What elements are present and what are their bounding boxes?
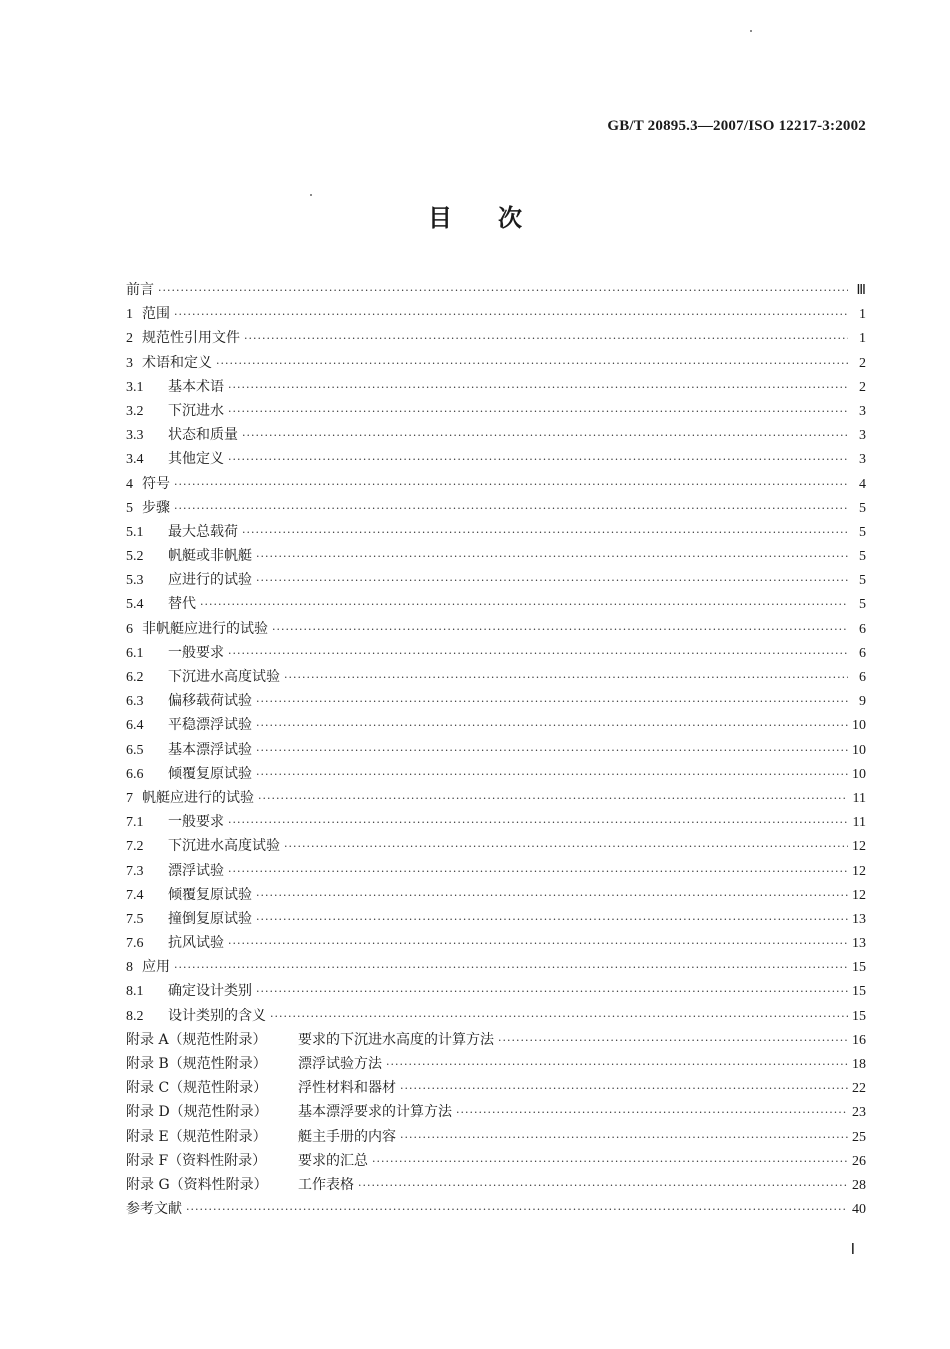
toc-row	[126, 278, 866, 302]
toc-row	[126, 568, 866, 592]
toc-entry-title: 一般要求	[168, 644, 224, 661]
toc-row	[126, 762, 866, 786]
toc-row	[126, 665, 866, 689]
toc-section-number: 6.3	[126, 694, 144, 710]
toc-entry-title: 基本漂浮试验	[168, 741, 252, 758]
dot-leader	[174, 473, 848, 497]
scan-speck	[750, 30, 752, 32]
toc-entry-title: 要求的汇总	[298, 1152, 368, 1169]
toc-page-number: 3	[859, 452, 866, 468]
toc-annex-row	[126, 1173, 866, 1197]
toc-section-number: 5.4	[126, 597, 144, 613]
dot-leader	[174, 956, 848, 980]
toc-entry-title: 应用	[142, 959, 170, 976]
toc-section-number: 5.2	[126, 549, 144, 565]
toc-section-number: 7.3	[126, 863, 144, 879]
standard-number: GB/T 20895.3—2007/ISO 12217-3:2002	[607, 118, 866, 134]
toc-page-number: 1	[859, 307, 866, 323]
toc-entry-title: 规范性引用文件	[142, 330, 240, 347]
toc-page-number: 10	[852, 766, 866, 782]
toc-section-number: 6.4	[126, 718, 144, 734]
dot-leader	[386, 1053, 848, 1077]
dot-leader	[174, 303, 848, 327]
toc-page-number: 9	[859, 694, 866, 710]
toc-section-number: 1	[126, 307, 133, 323]
toc-page-number: 28	[852, 1177, 866, 1193]
toc-entry-title: 倾覆复原试验	[168, 886, 252, 903]
toc-entry-title: 应进行的试验	[168, 572, 252, 589]
dot-leader	[186, 1198, 848, 1222]
toc-row	[126, 883, 866, 907]
toc-row	[126, 326, 866, 350]
toc-row	[126, 738, 866, 762]
toc-page-number: 5	[859, 597, 866, 613]
toc-section-number: 6.1	[126, 645, 144, 661]
dot-leader	[256, 569, 848, 593]
dot-leader	[242, 424, 848, 448]
toc-entry-title: 偏移载荷试验	[168, 693, 252, 710]
toc-entry-title: 要求的下沉进水高度的计算方法	[298, 1031, 494, 1048]
dot-leader	[158, 279, 848, 303]
toc-section-number: 8.2	[126, 1008, 144, 1024]
dot-leader	[242, 521, 848, 545]
toc-annex-row	[126, 1076, 866, 1100]
toc-page-number: Ⅲ	[856, 283, 866, 298]
toc-row	[126, 689, 866, 713]
toc-page-number: 18	[852, 1057, 866, 1072]
toc-page-number: 25	[852, 1129, 866, 1145]
toc-entry-title: 前言	[126, 282, 154, 298]
toc-entry-title: 一般要求	[168, 814, 224, 831]
toc-row	[126, 931, 866, 955]
toc-entry-title: 帆艇或非帆艇	[168, 548, 252, 565]
dot-leader	[256, 908, 848, 932]
toc-entry-title: 抗风试验	[168, 935, 224, 952]
toc-entry-title: 非帆艇应进行的试验	[142, 620, 268, 637]
dot-leader	[256, 980, 848, 1004]
toc-row	[126, 979, 866, 1003]
toc-page-number: 2	[859, 355, 866, 371]
dot-leader	[256, 884, 848, 908]
dot-leader	[228, 376, 848, 400]
toc-entry-title: 下沉进水	[168, 402, 224, 419]
toc-page-number: 1	[859, 331, 866, 347]
toc-page-number: 3	[859, 403, 866, 419]
toc-section-number: 3.3	[126, 428, 144, 444]
toc-entry-title: 替代	[168, 596, 196, 613]
toc-row	[126, 641, 866, 665]
dot-leader	[256, 690, 848, 714]
toc-page-number: 13	[852, 936, 866, 952]
toc-page-number: 15	[852, 984, 866, 1000]
dot-leader	[216, 352, 848, 376]
dot-leader	[200, 593, 848, 617]
toc-section-number: 6.6	[126, 766, 144, 782]
dot-leader	[400, 1126, 848, 1150]
toc-row	[126, 713, 866, 737]
toc-annex-label: 附录 A（规范性附录）	[126, 1031, 267, 1048]
toc-row	[126, 375, 866, 399]
toc-section-number: 6.2	[126, 670, 144, 685]
dot-leader	[228, 811, 848, 835]
toc-entry-title: 下沉进水高度试验	[168, 838, 280, 855]
table-of-contents	[126, 278, 866, 1221]
toc-entry-title: 撞倒复原试验	[168, 910, 252, 927]
toc-row	[126, 302, 866, 326]
toc-row	[126, 955, 866, 979]
toc-section-number: 4	[126, 476, 133, 492]
toc-row	[126, 1004, 866, 1028]
toc-page-number: 5	[859, 524, 866, 540]
dot-leader	[498, 1029, 848, 1053]
toc-annex-row	[126, 1125, 866, 1149]
toc-annex-label: 附录 F（资料性附录）	[126, 1152, 267, 1169]
toc-annex-label: 附录 E（规范性附录）	[126, 1128, 267, 1145]
toc-row	[126, 399, 866, 423]
toc-page-number: 12	[852, 863, 866, 879]
toc-entry-title: 确定设计类别	[168, 983, 252, 1000]
dot-leader	[256, 714, 848, 738]
toc-section-number: 7.1	[126, 815, 144, 831]
dot-leader	[400, 1077, 848, 1101]
dot-leader	[228, 932, 848, 956]
toc-entry-title: 漂浮试验方法	[298, 1056, 382, 1072]
toc-annex-label: 附录 C（规范性附录）	[126, 1080, 268, 1097]
toc-annex-label: 附录 D（规范性附录）	[126, 1104, 268, 1121]
toc-section-number: 8.1	[126, 984, 144, 1000]
dot-leader	[256, 763, 848, 787]
toc-annex-row	[126, 1028, 866, 1052]
toc-page-number: 6	[859, 645, 866, 661]
toc-entry-title: 参考文献	[126, 1201, 182, 1218]
toc-page-number: 15	[852, 960, 866, 976]
toc-page-number: 3	[859, 428, 866, 444]
dot-leader	[228, 400, 848, 424]
dot-leader	[456, 1101, 848, 1125]
toc-entry-title: 下沉进水高度试验	[168, 669, 280, 685]
toc-annex-label: 附录 B（规范性附录）	[126, 1056, 267, 1072]
toc-section-number: 3.2	[126, 403, 144, 419]
toc-entry-title: 步骤	[142, 499, 170, 516]
toc-annex-row	[126, 1149, 866, 1173]
dot-leader	[256, 739, 848, 763]
toc-annex-label: 附录 G（资料性附录）	[126, 1176, 268, 1193]
toc-entry-title: 帆艇应进行的试验	[142, 789, 254, 806]
toc-row	[126, 617, 866, 641]
toc-section-number: 3.1	[126, 379, 144, 395]
dot-leader	[244, 327, 848, 351]
toc-row	[126, 544, 866, 568]
toc-row	[126, 592, 866, 616]
toc-page-number: 10	[852, 742, 866, 758]
dot-leader	[372, 1150, 848, 1174]
toc-page-number: 6	[859, 670, 866, 685]
dot-leader	[270, 1005, 848, 1029]
toc-entry-title: 最大总载荷	[168, 523, 238, 540]
toc-page-number: 13	[852, 911, 866, 927]
toc-entry-title: 艇主手册的内容	[298, 1128, 396, 1145]
dot-leader	[174, 497, 848, 521]
toc-page-number: 12	[852, 887, 866, 903]
toc-entry-title: 其他定义	[168, 451, 224, 468]
toc-section-number: 2	[126, 331, 133, 347]
toc-entry-title: 浮性材料和器材	[298, 1080, 396, 1097]
toc-row	[126, 423, 866, 447]
toc-annex-row	[126, 1052, 866, 1076]
toc-section-number: 3.4	[126, 452, 144, 468]
toc-row	[126, 447, 866, 471]
toc-row	[126, 1197, 866, 1221]
dot-leader	[284, 835, 848, 859]
dot-leader	[228, 860, 848, 884]
toc-page-number: 23	[852, 1105, 866, 1121]
toc-row	[126, 520, 866, 544]
toc-page-number: 26	[852, 1153, 866, 1169]
toc-page-number: 5	[859, 500, 866, 516]
toc-page-number: 4	[859, 476, 866, 492]
page-title: 目次	[428, 204, 568, 232]
toc-row	[126, 472, 866, 496]
toc-page-number: 40	[852, 1202, 866, 1218]
dot-leader	[284, 666, 848, 690]
page-number: Ⅰ	[850, 1242, 855, 1258]
toc-section-number: 5.1	[126, 524, 144, 540]
toc-section-number: 6	[126, 621, 133, 637]
toc-entry-title: 术语和定义	[142, 354, 212, 371]
toc-entry-title: 设计类别的含义	[168, 1007, 266, 1024]
toc-entry-title: 基本术语	[168, 378, 224, 395]
toc-page-number: 16	[852, 1032, 866, 1048]
toc-page-number: 2	[859, 379, 866, 395]
toc-entry-title: 范围	[142, 306, 170, 323]
toc-row	[126, 351, 866, 375]
toc-entry-title: 状态和质量	[168, 427, 238, 444]
toc-entry-title: 平稳漂浮试验	[168, 717, 252, 734]
toc-section-number: 7.2	[126, 839, 144, 855]
dot-leader	[358, 1174, 848, 1198]
dot-leader	[258, 787, 848, 811]
toc-row	[126, 810, 866, 834]
toc-entry-title: 基本漂浮要求的计算方法	[298, 1104, 452, 1121]
toc-entry-title: 符号	[142, 475, 170, 492]
toc-entry-title: 倾覆复原试验	[168, 765, 252, 782]
toc-page-number: 5	[859, 573, 866, 589]
toc-page-number: 22	[852, 1081, 866, 1097]
toc-entry-title: 漂浮试验	[168, 862, 224, 879]
toc-row	[126, 907, 866, 931]
toc-row	[126, 496, 866, 520]
toc-page-number: 6	[859, 621, 866, 637]
toc-section-number: 8	[126, 960, 133, 976]
toc-section-number: 7.6	[126, 936, 144, 952]
toc-page-number: 12	[852, 839, 866, 855]
toc-annex-row	[126, 1100, 866, 1124]
toc-row	[126, 786, 866, 810]
toc-page-number: 15	[852, 1008, 866, 1024]
toc-page-number: 10	[852, 718, 866, 734]
toc-section-number: 5	[126, 500, 133, 516]
toc-entry-title: 工作表格	[298, 1176, 354, 1193]
dot-leader	[228, 642, 848, 666]
toc-section-number: 7.5	[126, 911, 144, 927]
toc-section-number: 5.3	[126, 573, 144, 589]
toc-row	[126, 859, 866, 883]
toc-section-number: 7.4	[126, 887, 144, 903]
toc-page-number: 5	[859, 549, 866, 565]
toc-page-number: 11	[852, 790, 866, 806]
toc-row	[126, 834, 866, 858]
toc-section-number: 3	[126, 355, 133, 371]
scan-speck	[310, 194, 312, 196]
dot-leader	[272, 618, 848, 642]
dot-leader	[228, 448, 848, 472]
dot-leader	[256, 545, 848, 569]
toc-section-number: 7	[126, 790, 133, 806]
toc-section-number: 6.5	[126, 742, 144, 758]
toc-page-number: 11	[852, 815, 866, 831]
